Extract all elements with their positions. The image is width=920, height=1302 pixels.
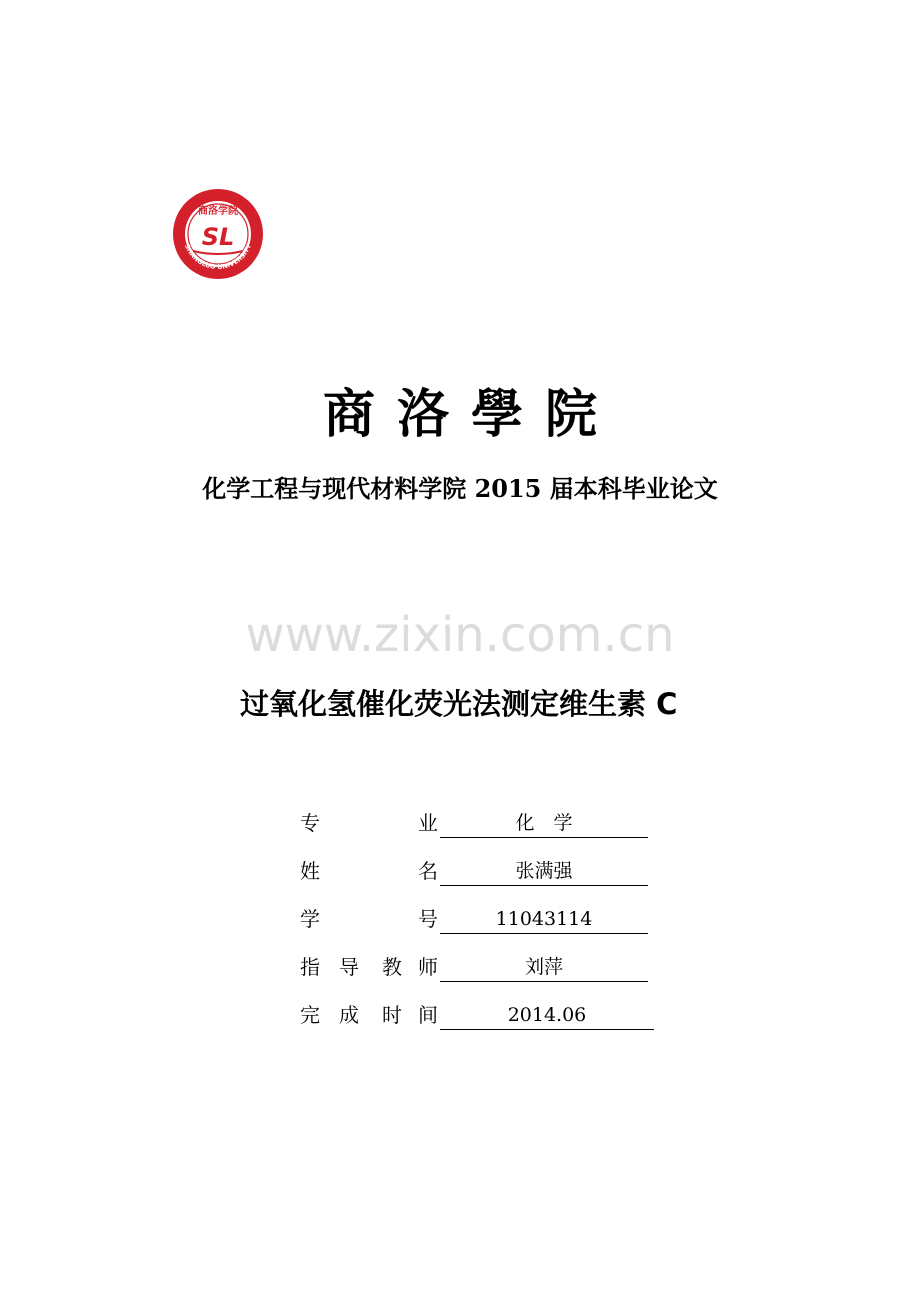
label-char: 导 (339, 955, 359, 979)
major-value: 化 学 (440, 806, 648, 838)
label-char: 姓 (300, 859, 320, 883)
info-row-student-id (300, 902, 660, 936)
info-row-major (300, 806, 660, 840)
date-value: 2014.06 (440, 998, 654, 1030)
name-label (300, 854, 440, 888)
advisor-label (300, 950, 440, 984)
label-char: 业 (418, 811, 438, 835)
info-row-advisor (300, 950, 660, 984)
college-thesis-line: 化学工程与现代材料学院 2015 届本科毕业论文 (202, 474, 718, 503)
thesis-title: 过氧化氢催化荧光法测定维生素 C (240, 687, 678, 721)
svg-text:商洛学院: 商洛学院 (198, 206, 238, 217)
university-name: 商洛學院 (322, 384, 619, 445)
student-id-label (300, 902, 440, 936)
date-label (300, 998, 440, 1032)
label-char: 号 (418, 907, 438, 931)
label-char: 学 (300, 907, 320, 931)
watermark: www.zixin.com.cn (245, 607, 675, 663)
label-char: 间 (418, 1003, 438, 1027)
student-id-value: 11043114 (440, 902, 648, 934)
label-char: 名 (418, 859, 438, 883)
university-logo (171, 187, 265, 281)
label-char: 成 (339, 1003, 359, 1027)
name-value: 张满强 (440, 854, 648, 886)
svg-text:SHANGLUO UNIVERSITY: SHANGLUO UNIVERSITY (182, 242, 254, 272)
label-char: 师 (418, 955, 438, 979)
major-label (300, 806, 440, 840)
info-row-name (300, 854, 660, 888)
label-char: 教 (382, 955, 402, 979)
label-char: 专 (300, 811, 320, 835)
label-char: 完 (300, 1003, 320, 1027)
advisor-value: 刘萍 (440, 950, 648, 982)
label-char: 指 (300, 955, 320, 979)
svg-text:SL: SL (201, 223, 235, 251)
info-row-date (300, 998, 660, 1032)
label-char: 时 (382, 1003, 402, 1027)
